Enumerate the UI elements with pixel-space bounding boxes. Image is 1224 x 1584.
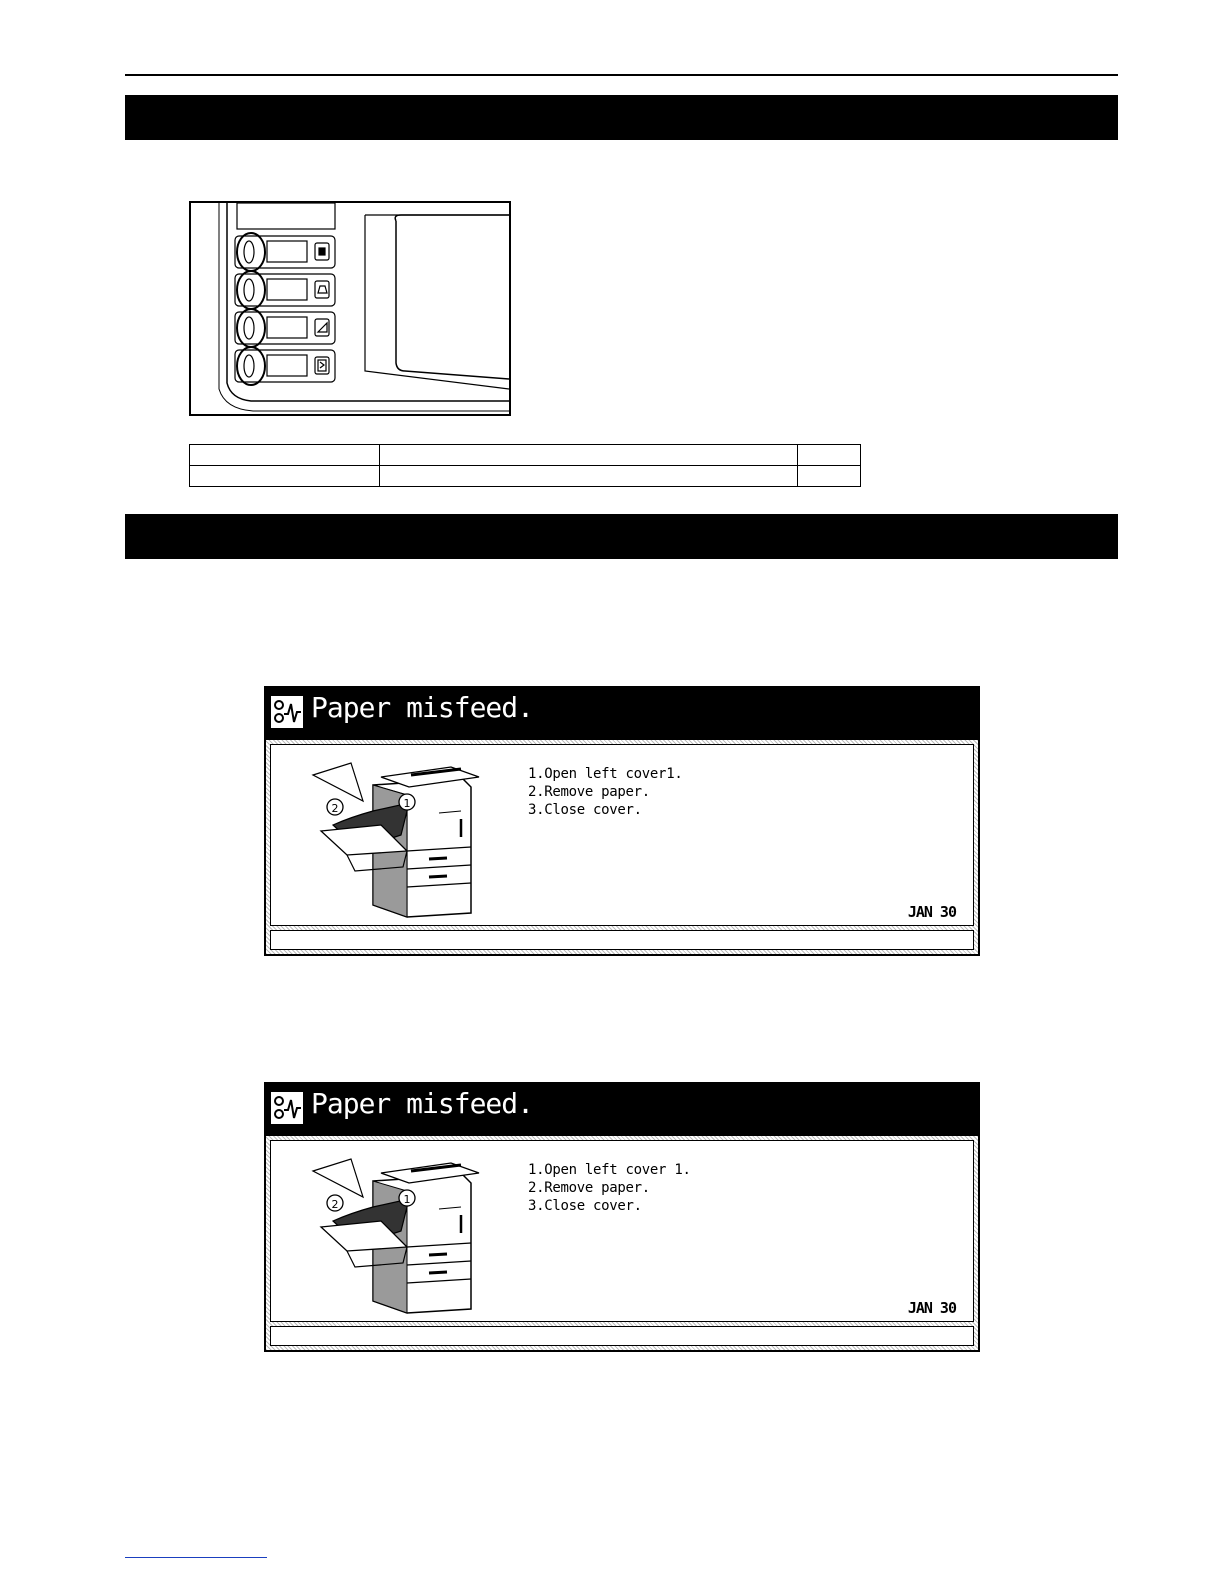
screen-title: Paper misfeed. bbox=[311, 691, 534, 724]
date-display: JAN 30 bbox=[907, 903, 956, 921]
table-cell bbox=[380, 445, 798, 466]
copier-illustration bbox=[311, 755, 481, 925]
table-cell bbox=[798, 445, 861, 466]
table-row bbox=[190, 445, 861, 466]
step-item: 3.Close cover. bbox=[528, 1198, 642, 1214]
callout-2-label: 2 bbox=[331, 802, 339, 815]
table-cell bbox=[190, 466, 380, 487]
info-table bbox=[189, 444, 861, 487]
screen-message-area bbox=[270, 1140, 974, 1322]
section-heading-bar bbox=[125, 95, 1118, 140]
step-list bbox=[528, 765, 682, 819]
misfeed-screen bbox=[264, 686, 980, 956]
status-bar bbox=[270, 1326, 974, 1346]
copier-illustration bbox=[311, 1151, 481, 1321]
screen-header bbox=[264, 686, 980, 738]
screen-body bbox=[264, 1134, 980, 1352]
operation-panel-figure bbox=[189, 201, 511, 416]
step-item: 3.Close cover. bbox=[528, 802, 642, 818]
callout-1-label: 1 bbox=[403, 797, 411, 810]
date-display: JAN 30 bbox=[907, 1299, 956, 1317]
screen-header bbox=[264, 1082, 980, 1134]
step-item: 2.Remove paper. bbox=[528, 1180, 650, 1196]
table-cell bbox=[798, 466, 861, 487]
paper-size-key-4 bbox=[235, 347, 335, 385]
section-heading-bar bbox=[125, 514, 1118, 559]
step-item: 1.Open left cover1. bbox=[528, 766, 683, 782]
callout-2-label: 2 bbox=[331, 1198, 339, 1211]
table-cell bbox=[380, 466, 798, 487]
screen-body bbox=[264, 738, 980, 956]
operation-panel-drawing bbox=[191, 203, 509, 414]
step-item: 1.Open left cover 1. bbox=[528, 1162, 691, 1178]
misfeed-icon bbox=[269, 1090, 305, 1126]
screen-message-area bbox=[270, 744, 974, 926]
screen-title: Paper misfeed. bbox=[311, 1087, 534, 1120]
step-item: 2.Remove paper. bbox=[528, 784, 650, 800]
table-cell bbox=[190, 445, 380, 466]
paper-size-key-1 bbox=[235, 233, 335, 271]
header-rule bbox=[125, 74, 1118, 76]
step-list bbox=[528, 1161, 691, 1215]
paper-size-key-2 bbox=[235, 271, 335, 309]
misfeed-icon bbox=[269, 694, 305, 730]
table-row bbox=[190, 466, 861, 487]
footer-link-underline[interactable] bbox=[125, 1557, 267, 1558]
misfeed-screen bbox=[264, 1082, 980, 1352]
callout-1-label: 1 bbox=[403, 1193, 411, 1206]
paper-size-key-3 bbox=[235, 309, 335, 347]
status-bar bbox=[270, 930, 974, 950]
